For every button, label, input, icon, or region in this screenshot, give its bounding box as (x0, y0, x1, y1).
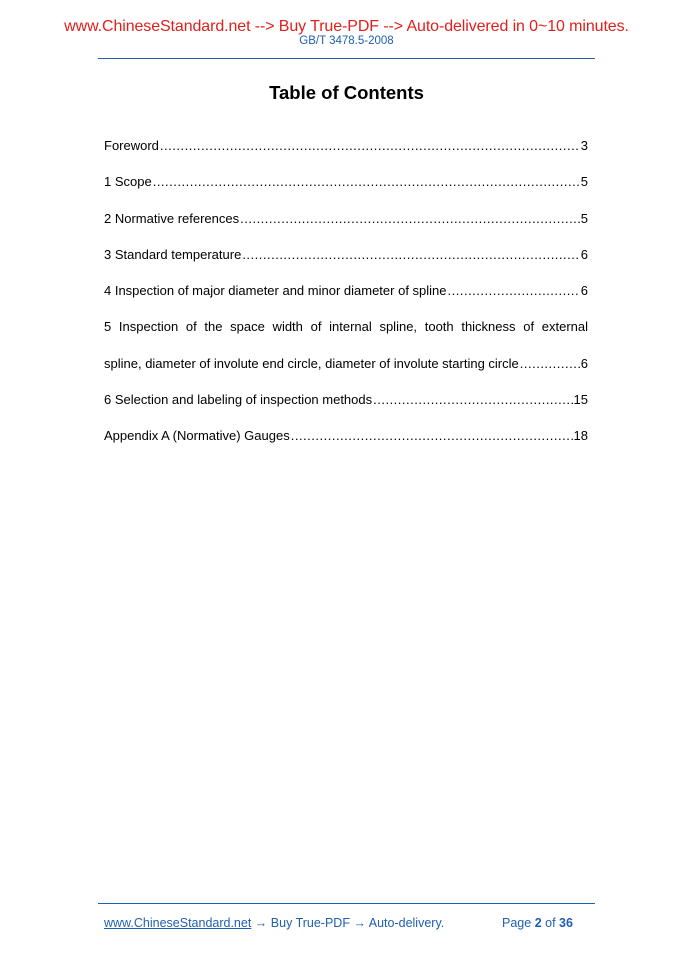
toc-page-number: 3 (580, 138, 588, 153)
toc-leader-dots (291, 428, 573, 443)
page-title: Table of Contents (269, 82, 424, 103)
header-divider (98, 58, 595, 59)
toc-entry-label: 5 Inspection of the space width of internal spline, tooth thickness of external (104, 319, 588, 335)
toc-page-number: 6 (580, 355, 588, 371)
toc-entry-label: 4 Inspection of major diameter and minor diameter of spline (104, 283, 447, 299)
toc-entry-label: 2 Normative references (104, 210, 240, 226)
footer-divider (98, 903, 595, 904)
toc-page-number: 15 (573, 392, 588, 408)
toc-entry-label: spline, diameter of involute end circle, diameter of involute starting circle (104, 355, 519, 371)
toc-entry-space-width-line1[interactable] (104, 319, 588, 355)
toc-page-number: 18 (573, 428, 588, 444)
page-current: 2 (534, 916, 542, 930)
footer-delivery-text: Auto-delivery. (368, 916, 445, 930)
toc-leader-dots (153, 174, 580, 189)
toc-leader-dots (448, 283, 580, 298)
toc-entry-major-minor-diameter[interactable] (104, 283, 588, 319)
toc-entry-standard-temperature[interactable] (104, 247, 588, 283)
toc-leader-dots (373, 392, 572, 407)
toc-entry-normative-references[interactable] (104, 211, 588, 247)
page-total: 36 (559, 916, 573, 930)
toc-entry-appendix-a[interactable] (104, 428, 588, 464)
page-indicator (502, 916, 573, 930)
page-label: Page (502, 916, 532, 930)
toc-entry-selection-labeling[interactable] (104, 392, 588, 428)
toc-entry-label: 1 Scope (104, 174, 152, 190)
toc-page-number: 5 (580, 174, 588, 190)
toc-page-number: 6 (580, 283, 588, 299)
footer-site-link[interactable]: www.ChineseStandard.net (104, 916, 252, 930)
footer-buy-link[interactable]: Buy True-PDF (270, 916, 350, 930)
toc-page-number: 5 (580, 210, 588, 226)
of-label: of (545, 916, 556, 930)
toc-leader-dots (242, 247, 579, 262)
toc-page-number: 6 (580, 246, 588, 262)
toc-leader-dots (160, 138, 580, 153)
promo-banner[interactable]: www.ChineseStandard.net --> Buy True-PDF --> Auto-delivered in 0~10 minutes. (64, 18, 629, 35)
toc-entry-label: 3 Standard temperature (104, 246, 242, 262)
arrow-right-icon: → (353, 916, 366, 930)
toc-entry-space-width-line2[interactable] (104, 356, 588, 392)
table-of-contents (104, 138, 588, 465)
toc-entry-label: 6 Selection and labeling of inspection methods (104, 392, 373, 408)
toc-entry-scope[interactable] (104, 174, 588, 210)
footer-links (104, 916, 444, 930)
toc-leader-dots (240, 211, 580, 226)
toc-entry-label: Appendix A (Normative) Gauges (104, 428, 290, 444)
arrow-right-icon: → (254, 916, 268, 930)
toc-entry-foreword[interactable] (104, 138, 588, 174)
toc-entry-label: Foreword (104, 138, 159, 153)
standard-number: GB/T 3478.5-2008 (299, 35, 394, 47)
toc-leader-dots (520, 356, 580, 371)
